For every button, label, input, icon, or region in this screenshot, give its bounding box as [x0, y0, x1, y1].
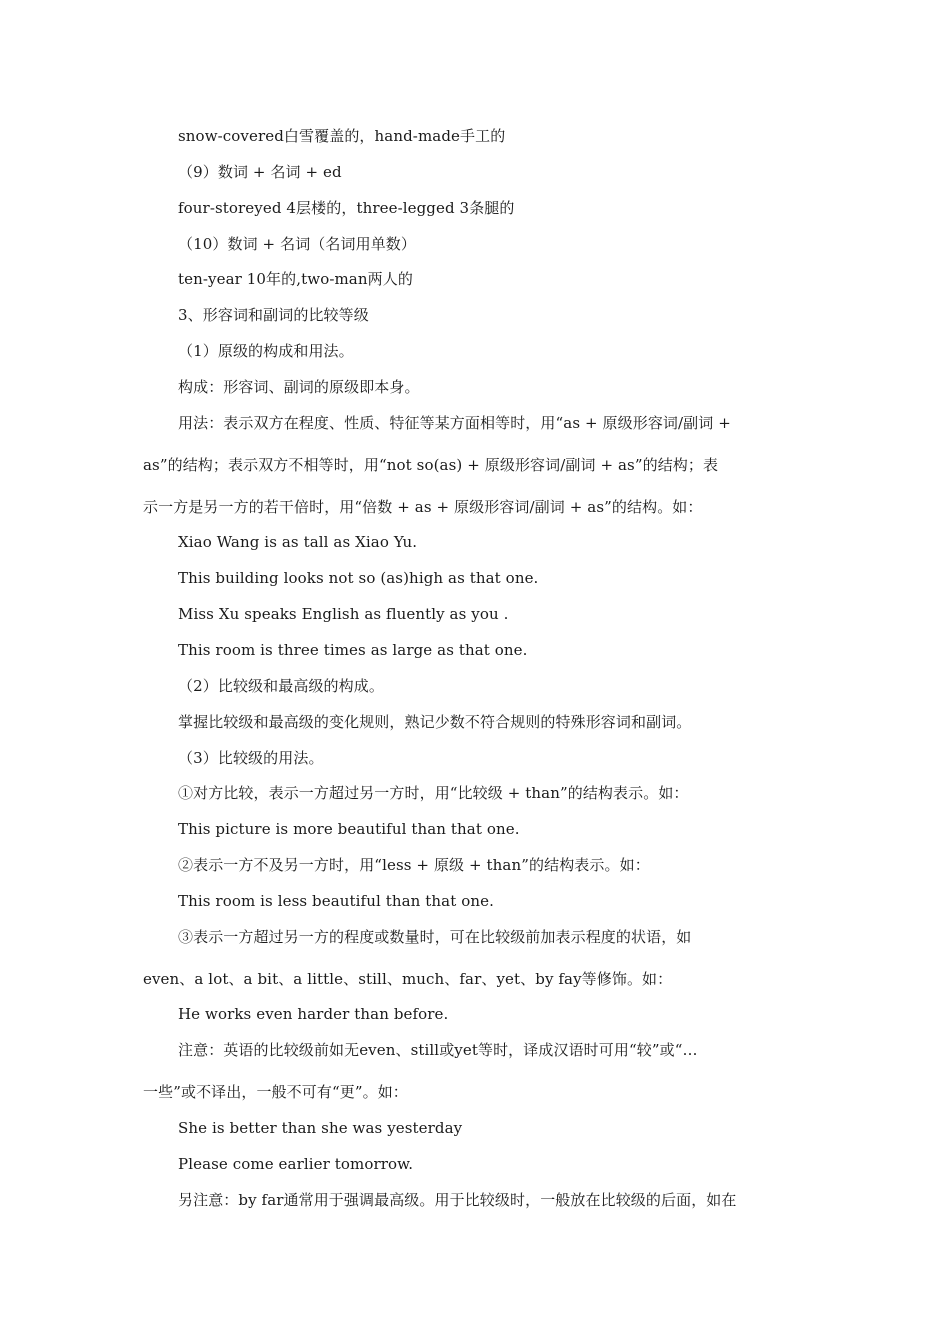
- text-line: snow-covered白雪覆盖的，hand-made手工的: [178, 127, 506, 145]
- text-line: （2）比较级和最高级的构成。: [178, 677, 384, 695]
- text-line: four-storeyed 4层楼的，three-legged 3条腿的: [178, 199, 515, 217]
- example-line: Please come earlier tomorrow.: [178, 1155, 414, 1173]
- text-line: （3）比较级的用法。: [178, 749, 324, 767]
- text-line: ②表示一方不及另一方时，用“less + 原级 + than”的结构表示。如：: [178, 856, 650, 874]
- example-line: Miss Xu speaks English as fluently as you .: [178, 605, 509, 623]
- text-line: 注意：英语的比较级前如无even、still或yet等时，译成汉语时可用“较”或“…: [178, 1041, 698, 1059]
- text-line: ①对方比较，表示一方超过另一方时，用“比较级 + than”的结构表示。如：: [178, 784, 689, 802]
- text-line: （10）数词 + 名词（名词用单数）: [178, 235, 416, 253]
- section-heading: 3、形容词和副词的比较等级: [178, 306, 369, 324]
- example-line: This picture is more beautiful than that one.: [178, 820, 520, 838]
- text-line: as”的结构；表示双方不相等时，用“not so(as) + 原级形容词/副词 + as”的结构；表: [143, 456, 719, 474]
- text-line: （1）原级的构成和用法。: [178, 342, 354, 360]
- text-line: 另注意：by far通常用于强调最高级。用于比较级时，一般放在比较级的后面，如在: [178, 1191, 737, 1209]
- text-line: even、a lot、a bit、a little、still、much、far、yet、by fay等修饰。如：: [143, 970, 673, 988]
- example-line: He works even harder than before.: [178, 1005, 449, 1023]
- text-line: 一些”或不译出，一般不可有“更”。如：: [143, 1083, 408, 1101]
- example-line: Xiao Wang is as tall as Xiao Yu.: [178, 533, 418, 551]
- text-line: 用法：表示双方在程度、性质、特征等某方面相等时，用“as + 原级形容词/副词 +: [178, 414, 731, 432]
- text-line: （9）数词 + 名词 + ed: [178, 163, 342, 181]
- example-line: This room is less beautiful than that one.: [178, 892, 494, 910]
- text-line: 构成：形容词、副词的原级即本身。: [178, 378, 420, 396]
- text-line: ③表示一方超过另一方的程度或数量时，可在比较级前加表示程度的状语，如: [178, 928, 692, 946]
- example-line: This building looks not so (as)high as that one.: [178, 569, 539, 587]
- text-line: 示一方是另一方的若干倍时，用“倍数 + as + 原级形容词/副词 + as”的结构。如：: [143, 498, 703, 516]
- text-line: ten-year 10年的,two-man两人的: [178, 270, 413, 288]
- example-line: She is better than she was yesterday: [178, 1119, 463, 1137]
- example-line: This room is three times as large as that one.: [178, 641, 528, 659]
- text-line: 掌握比较级和最高级的变化规则，熟记少数不符合规则的特殊形容词和副词。: [178, 713, 692, 731]
